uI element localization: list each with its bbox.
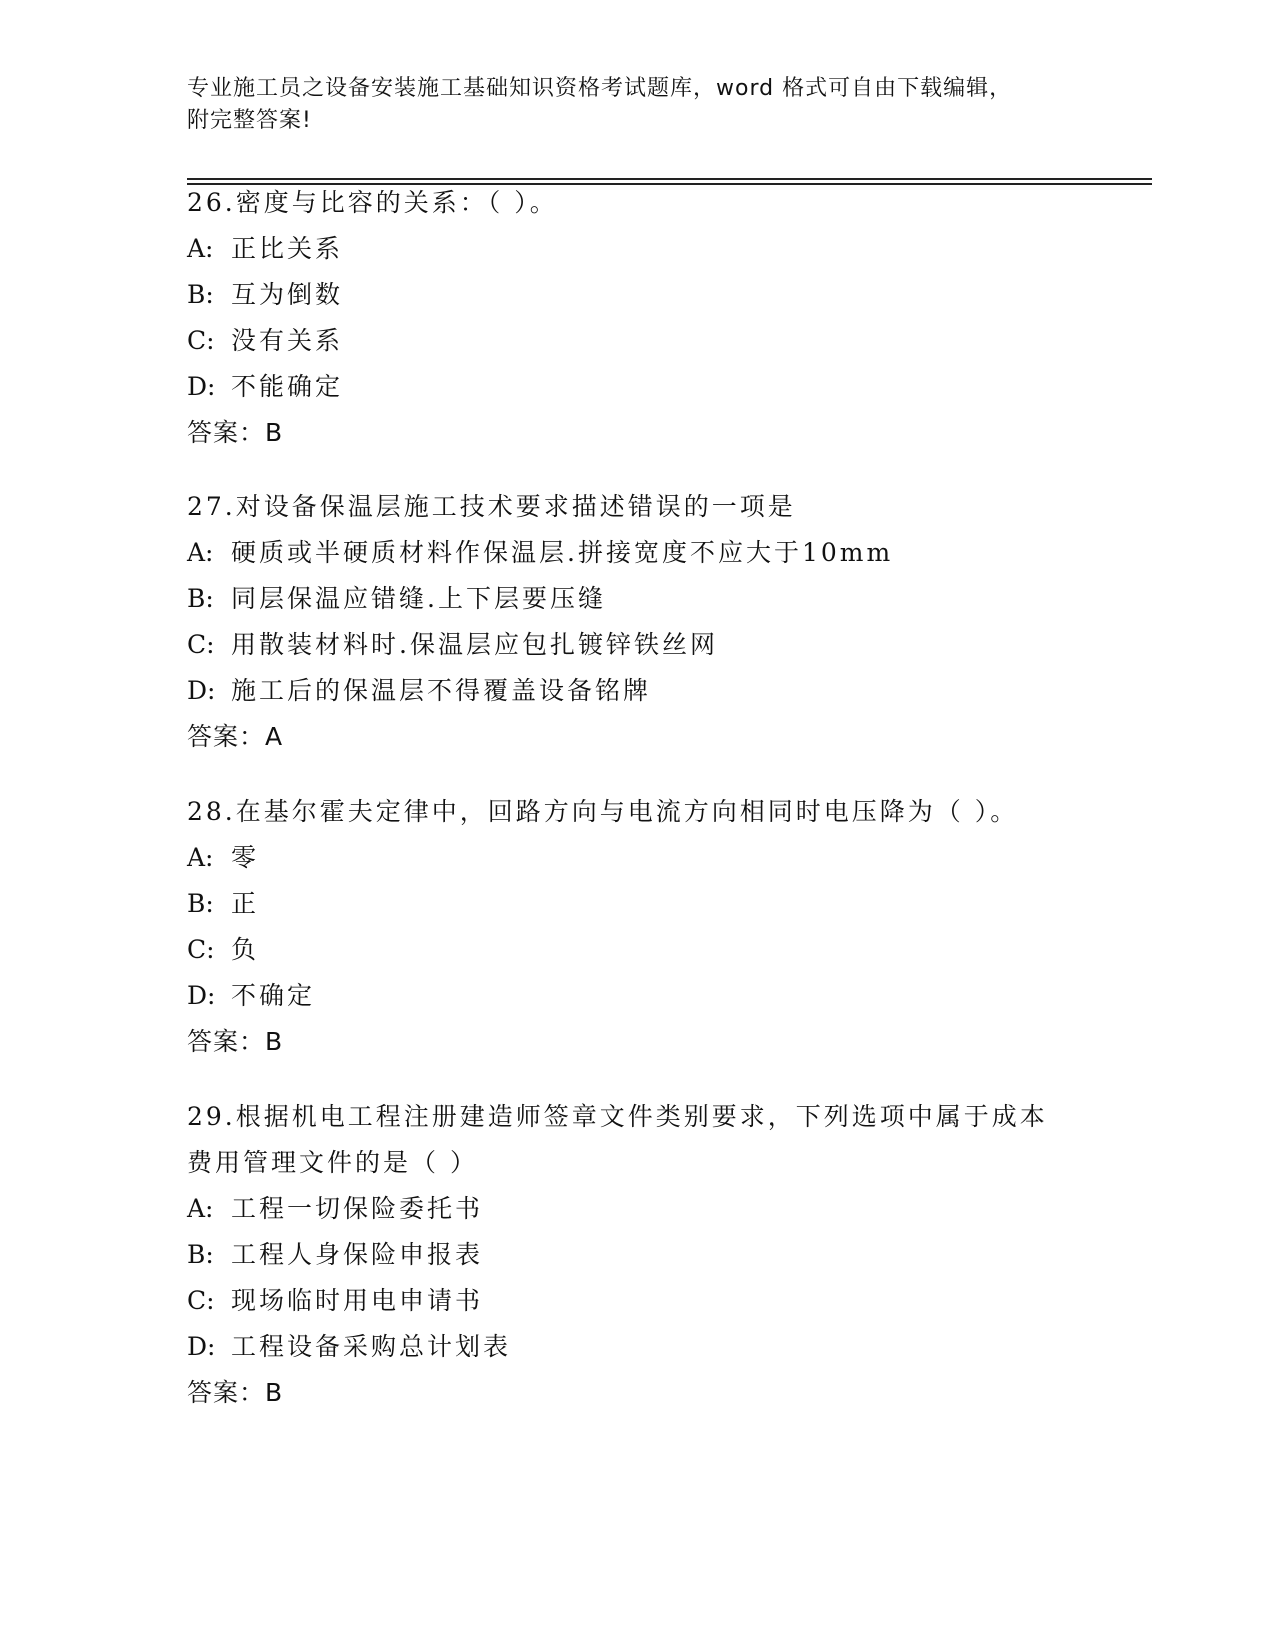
- option-letter: B:: [187, 1240, 214, 1269]
- option-a: [187, 226, 1087, 272]
- question-26: [187, 180, 1087, 456]
- option-letter: C:: [187, 326, 215, 355]
- question-27: [187, 484, 1087, 760]
- question-stem: 27.对设备保温层施工技术要求描述错误的一项是: [187, 492, 796, 521]
- document-header: [187, 73, 1087, 137]
- question-28: [187, 789, 1087, 1065]
- option-text: 负: [231, 935, 260, 964]
- answer-label: 答案：B: [187, 1378, 284, 1407]
- option-c: [187, 318, 1087, 364]
- option-b: [187, 576, 1087, 622]
- option-b: [187, 881, 1087, 927]
- answer-label: 答案：B: [187, 418, 284, 447]
- option-d: [187, 668, 1087, 714]
- option-letter: B:: [187, 889, 214, 918]
- option-a: [187, 1186, 1087, 1232]
- option-text: 零: [231, 843, 260, 872]
- option-text: 没有关系: [231, 326, 344, 355]
- option-letter: A:: [187, 843, 214, 872]
- option-letter: A:: [187, 234, 214, 263]
- option-text: 工程人身保险申报表: [231, 1240, 484, 1269]
- option-c: [187, 1278, 1087, 1324]
- option-text: 用散装材料时.保温层应包扎镀锌铁丝网: [231, 630, 718, 659]
- question-stem: 26.密度与比容的关系：（ ）。: [187, 188, 558, 217]
- option-letter: B:: [187, 584, 214, 613]
- option-d: [187, 973, 1087, 1019]
- question-29: [187, 1094, 1087, 1416]
- option-text: 不能确定: [231, 372, 344, 401]
- answer-label: 答案：B: [187, 1027, 284, 1056]
- option-b: [187, 272, 1087, 318]
- question-stem-line-1: 29.根据机电工程注册建造师签章文件类别要求，下列选项中属于成本: [187, 1102, 1048, 1131]
- option-letter: D:: [187, 676, 216, 705]
- option-text: 工程一切保险委托书: [231, 1194, 484, 1223]
- option-a: [187, 835, 1087, 881]
- option-d: [187, 1324, 1087, 1370]
- option-c: [187, 927, 1087, 973]
- header-line-2: 附完整答案!: [187, 108, 312, 133]
- option-text: 现场临时用电申请书: [231, 1286, 484, 1315]
- option-text: 正比关系: [231, 234, 344, 263]
- option-text: 工程设备采购总计划表: [231, 1332, 512, 1361]
- option-letter: C:: [187, 1286, 215, 1315]
- option-letter: C:: [187, 630, 215, 659]
- option-letter: A:: [187, 538, 214, 567]
- option-letter: B:: [187, 280, 214, 309]
- option-a: [187, 530, 1087, 576]
- option-text: 互为倒数: [231, 280, 344, 309]
- option-text: 施工后的保温层不得覆盖设备铭牌: [231, 676, 652, 705]
- option-letter: D:: [187, 1332, 216, 1361]
- option-letter: C:: [187, 935, 215, 964]
- question-stem: 28.在基尔霍夫定律中，回路方向与电流方向相同时电压降为（ ）。: [187, 797, 1019, 826]
- option-d: [187, 364, 1087, 410]
- option-c: [187, 622, 1087, 668]
- option-text: 正: [231, 889, 260, 918]
- answer-label: 答案：A: [187, 722, 284, 751]
- option-letter: D:: [187, 981, 216, 1010]
- option-text: 硬质或半硬质材料作保温层.拼接宽度不应大于10mm: [231, 538, 894, 567]
- option-text: 同层保温应错缝.上下层要压缝: [231, 584, 606, 613]
- question-stem-line-2: 费用管理文件的是（ ）: [187, 1148, 478, 1177]
- option-letter: D:: [187, 372, 216, 401]
- option-b: [187, 1232, 1087, 1278]
- option-text: 不确定: [231, 981, 316, 1010]
- header-line-1: 专业施工员之设备安装施工基础知识资格考试题库，word 格式可自由下载编辑，: [187, 76, 1013, 101]
- option-letter: A:: [187, 1194, 214, 1223]
